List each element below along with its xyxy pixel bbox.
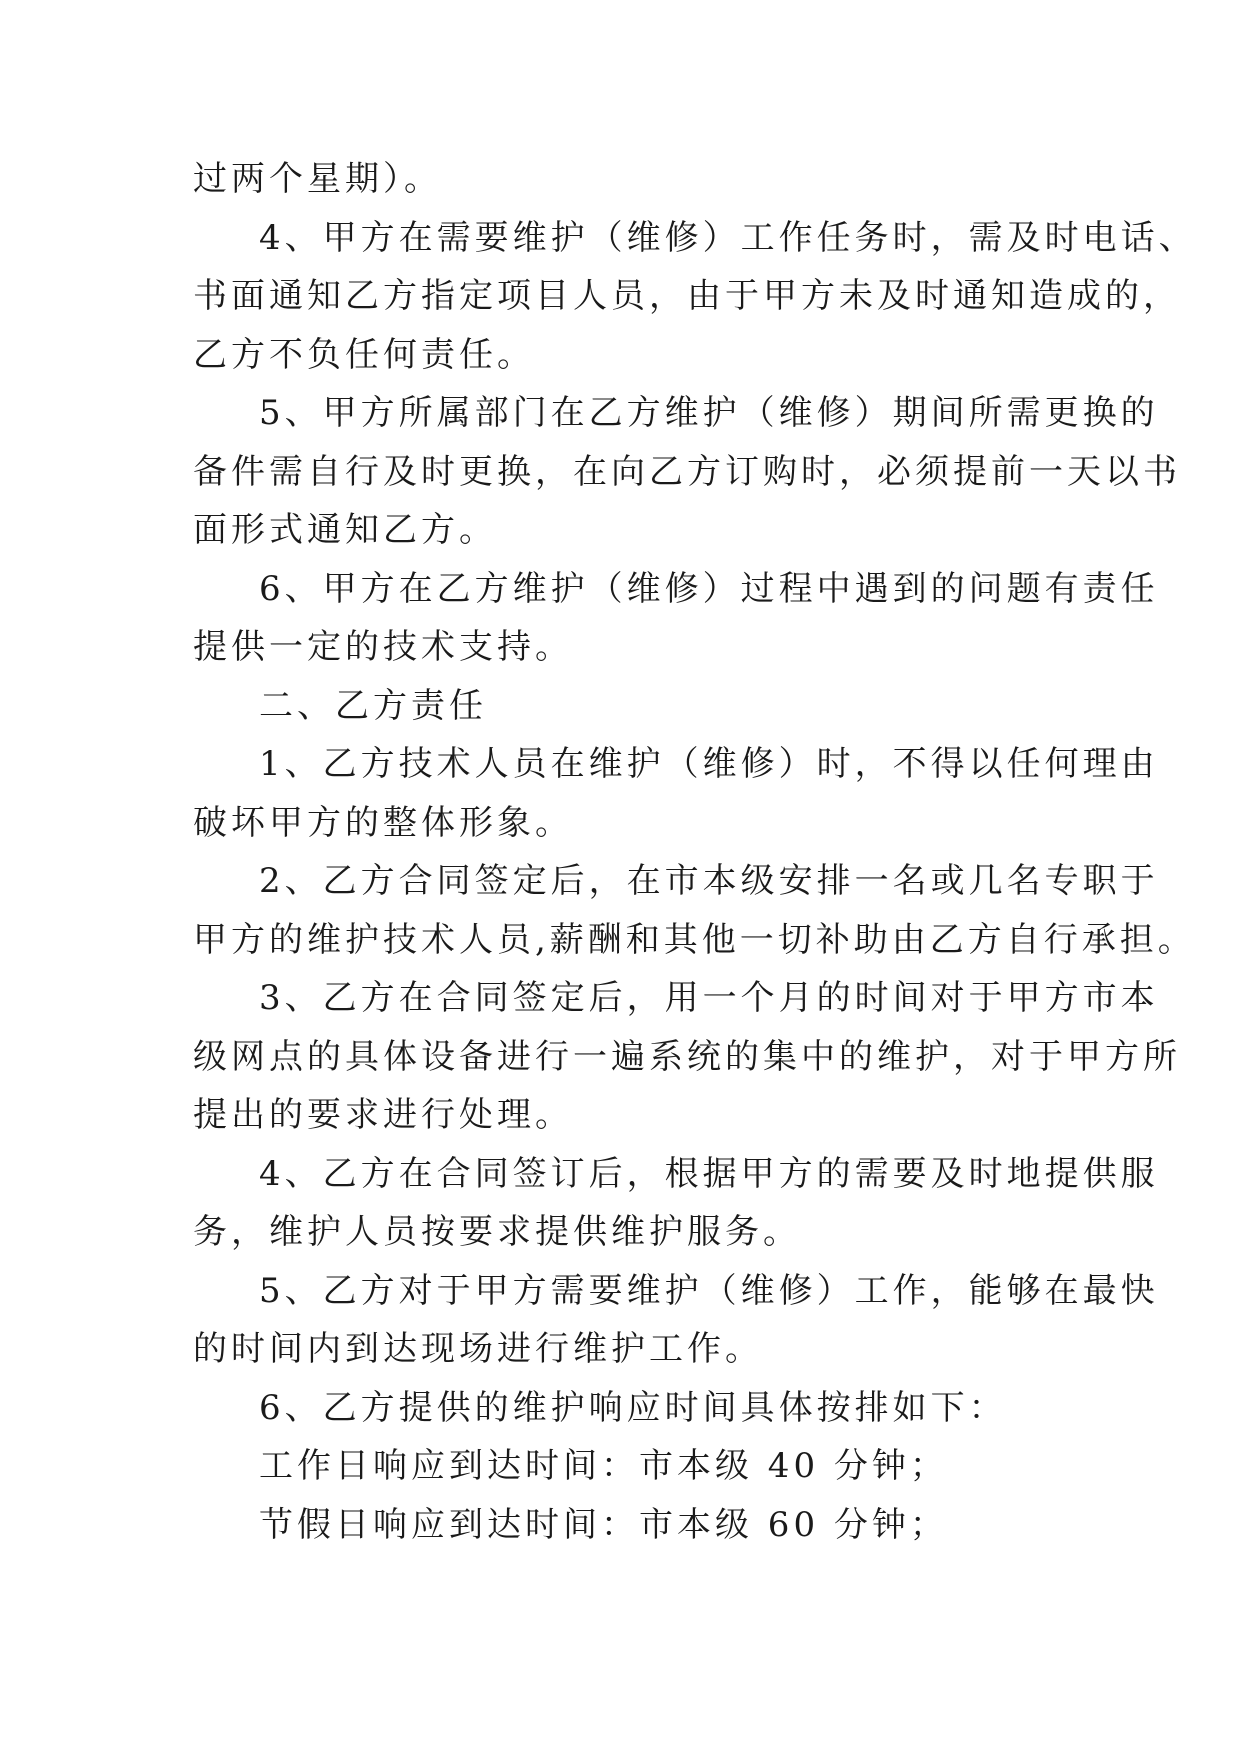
paragraph-continuation: [193, 150, 1073, 209]
text-line: 破坏甲方的整体形象。: [193, 802, 573, 843]
paragraph-party-b-item-4: [193, 1145, 1159, 1262]
text-line: 提供一定的技术支持。: [193, 627, 573, 667]
paragraph-party-a-item-5: [193, 384, 1181, 560]
text-line: 备件需自行及时更换，在向乙方订购时，必须提前一天以书: [193, 451, 1181, 492]
text-line: 乙方不负任何责任。: [193, 334, 535, 375]
paragraph-party-b-item-3: [193, 969, 1181, 1145]
paragraph-party-b-item-2: [193, 852, 1196, 969]
text-line: 6、乙方提供的维护响应时间具体按排如下：: [259, 1387, 1007, 1428]
text-line: 5、甲方所属部门在乙方维护（维修）期间所需更换的: [259, 393, 1159, 433]
text-line: 务，维护人员按要求提供维护服务。: [193, 1212, 801, 1252]
text-line: 5、乙方对于甲方需要维护（维修）工作，能够在最快: [259, 1270, 1159, 1311]
text-line: 2、乙方合同签定后，在市本级安排一名或几名专职于: [259, 861, 1159, 901]
text-line: 面形式通知乙方。: [193, 510, 497, 550]
response-time-holiday: [193, 1496, 1073, 1555]
text-line: 过两个星期）。: [193, 159, 442, 199]
text-line: 书面通知乙方指定项目人员，由于甲方未及时通知造成的，: [193, 276, 1181, 316]
text-line: 4、甲方在需要维护（维修）工作任务时，需及时电话、: [259, 217, 1197, 258]
text-line: 6、甲方在乙方维护（维修）过程中遇到的问题有责任: [259, 568, 1159, 609]
text-line: 1、乙方技术人员在维护（维修）时，不得以任何理由: [259, 744, 1159, 784]
text-line: 3、乙方在合同签定后，用一个月的时间对于甲方市本: [259, 978, 1159, 1018]
text-line: 工作日响应到达时间：市本级 40 分钟；: [259, 1446, 948, 1486]
text-line: 4、乙方在合同签订后，根据甲方的需要及时地提供服: [259, 1153, 1159, 1194]
paragraph-party-b-item-6: [193, 1379, 1073, 1438]
text-line: 级网点的具体设备进行一遍系统的集中的维护，对于甲方所: [193, 1036, 1181, 1077]
paragraph-party-b-item-5: [193, 1262, 1159, 1379]
section-heading-party-b: [193, 677, 1073, 736]
text-line: 甲方的维护技术人员,薪酬和其他一切补助由乙方自行承担。: [193, 919, 1196, 960]
document-body: [193, 150, 1197, 1554]
paragraph-party-b-item-1: [193, 735, 1159, 852]
text-line: 提出的要求进行处理。: [193, 1095, 573, 1135]
text-line: 节假日响应到达时间：市本级 60 分钟；: [259, 1504, 948, 1545]
paragraph-party-a-item-6: [193, 560, 1159, 677]
section-heading: 二、乙方责任: [259, 685, 487, 726]
text-line: 的时间内到达现场进行维护工作。: [193, 1329, 763, 1369]
response-time-workday: [193, 1437, 1073, 1496]
paragraph-party-a-item-4: [193, 209, 1197, 385]
